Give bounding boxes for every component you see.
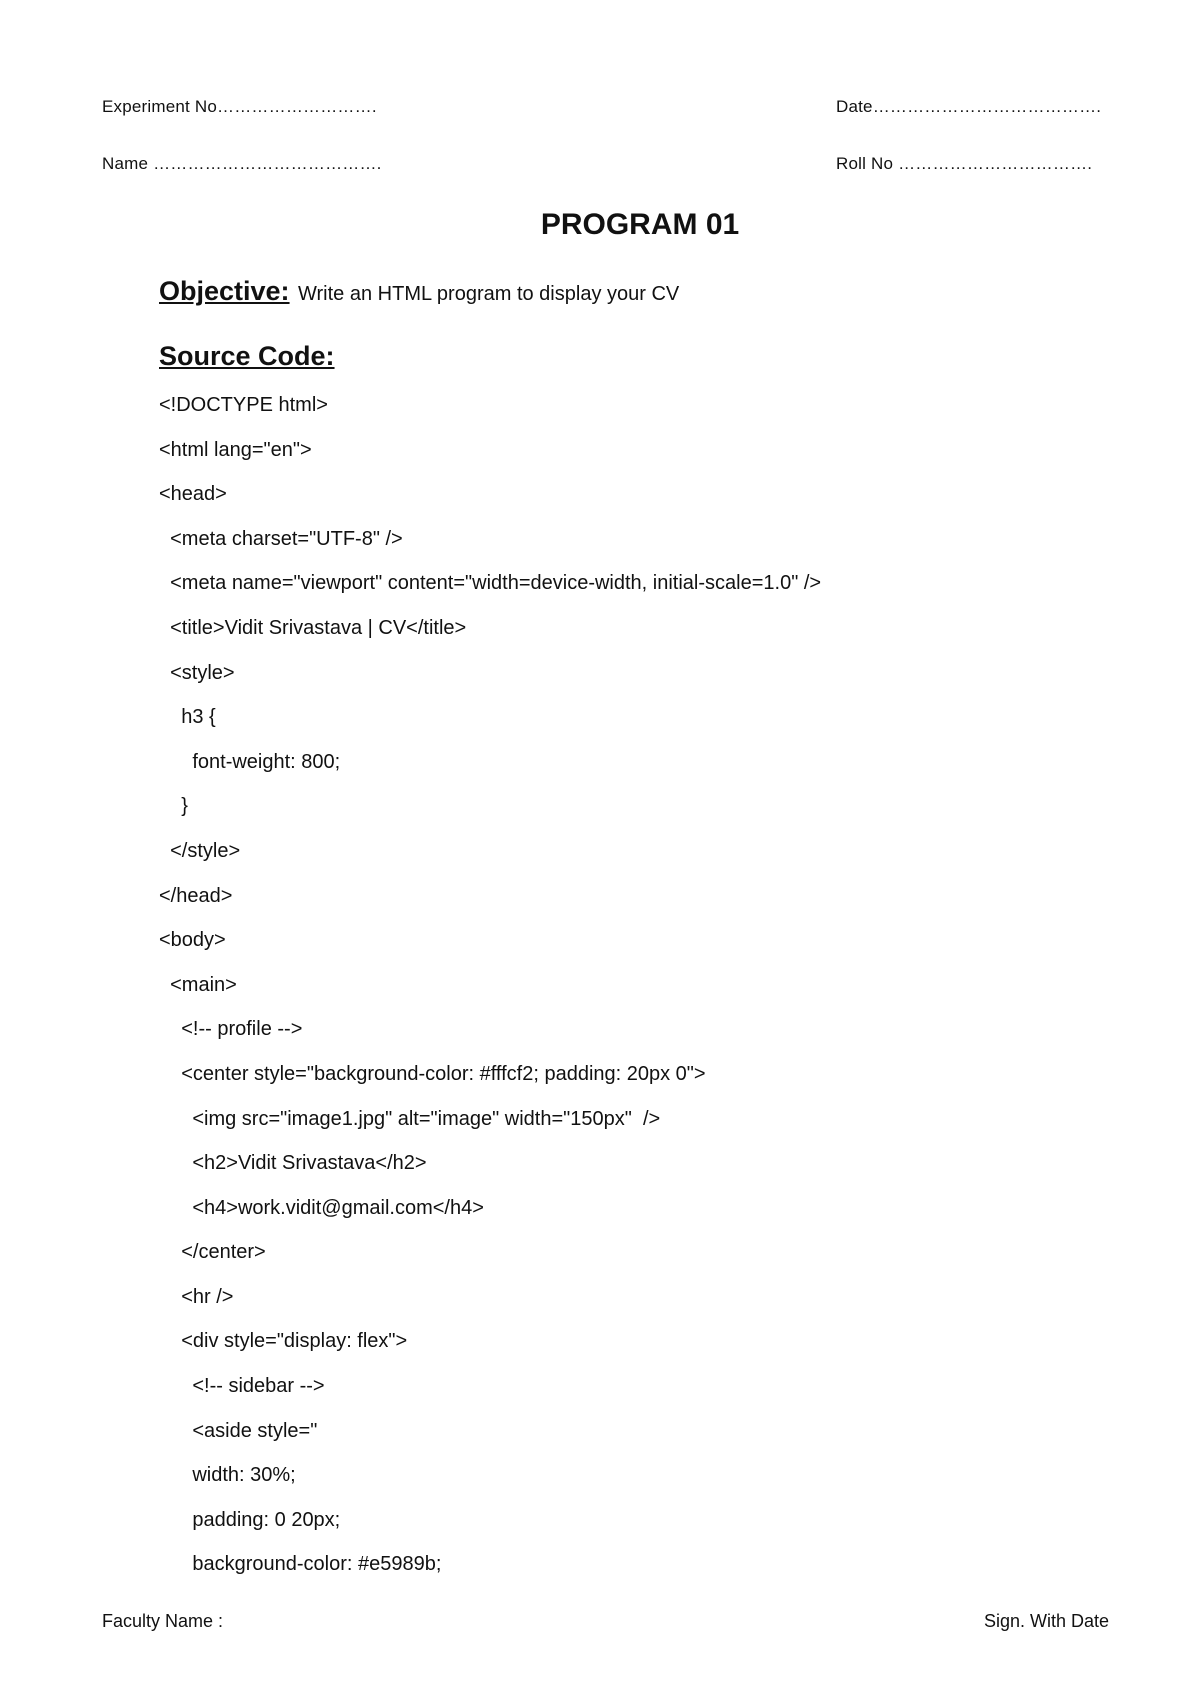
roll-no-field: Roll No ……………………………. xyxy=(836,154,1093,173)
code-line: <body> xyxy=(159,929,226,952)
source-code-block xyxy=(159,390,1139,1594)
sign-with-date-label: Sign. With Date xyxy=(984,1611,1110,1631)
code-line: </head> xyxy=(159,884,233,907)
code-line: <html lang="en"> xyxy=(159,438,312,461)
code-line: <img src="image1.jpg" alt="image" width="150px" /> xyxy=(159,1107,661,1130)
code-line: <main> xyxy=(159,973,237,996)
code-line: <!-- profile --> xyxy=(159,1018,303,1041)
objective-label: Objective: xyxy=(159,276,290,306)
code-line: <!-- sidebar --> xyxy=(159,1375,325,1398)
code-line: <div style="display: flex"> xyxy=(159,1330,408,1353)
code-line: <h2>Vidit Srivastava</h2> xyxy=(159,1152,427,1175)
code-line: width: 30%; xyxy=(159,1464,296,1487)
code-line: </center> xyxy=(159,1241,266,1264)
code-line: background-color: #e5989b; xyxy=(159,1553,442,1576)
program-title: PROGRAM 01 xyxy=(540,208,740,241)
source-code-heading: Source Code: xyxy=(159,341,335,371)
code-line: font-weight: 800; xyxy=(159,750,341,773)
code-line: <title>Vidit Srivastava | CV</title> xyxy=(159,616,467,639)
code-line: <h4>work.vidit@gmail.com</h4> xyxy=(159,1196,484,1219)
objective-text: Write an HTML program to display your CV xyxy=(298,283,680,305)
code-line: <style> xyxy=(159,661,235,684)
faculty-name-label: Faculty Name : xyxy=(102,1611,224,1631)
code-line: <hr /> xyxy=(159,1285,234,1308)
code-line: } xyxy=(159,795,188,818)
date-field: Date…………………………………. xyxy=(836,97,1102,116)
code-line: <head> xyxy=(159,483,227,506)
code-line: <aside style=" xyxy=(159,1419,318,1442)
experiment-no-field: Experiment No………………………. xyxy=(102,97,377,116)
code-line: <meta charset="UTF-8" /> xyxy=(159,527,403,550)
objective-line xyxy=(159,276,679,307)
code-line: h3 { xyxy=(159,706,216,729)
code-line: </style> xyxy=(159,839,241,862)
code-line: <center style="background-color: #fffcf2; padding: 20px 0"> xyxy=(159,1062,706,1085)
name-field: Name …………………………………. xyxy=(102,154,382,173)
code-line: <meta name="viewport" content="width=device-width, initial-scale=1.0" /> xyxy=(159,572,822,595)
code-line: padding: 0 20px; xyxy=(159,1508,341,1531)
code-line: <!DOCTYPE html> xyxy=(159,394,328,416)
